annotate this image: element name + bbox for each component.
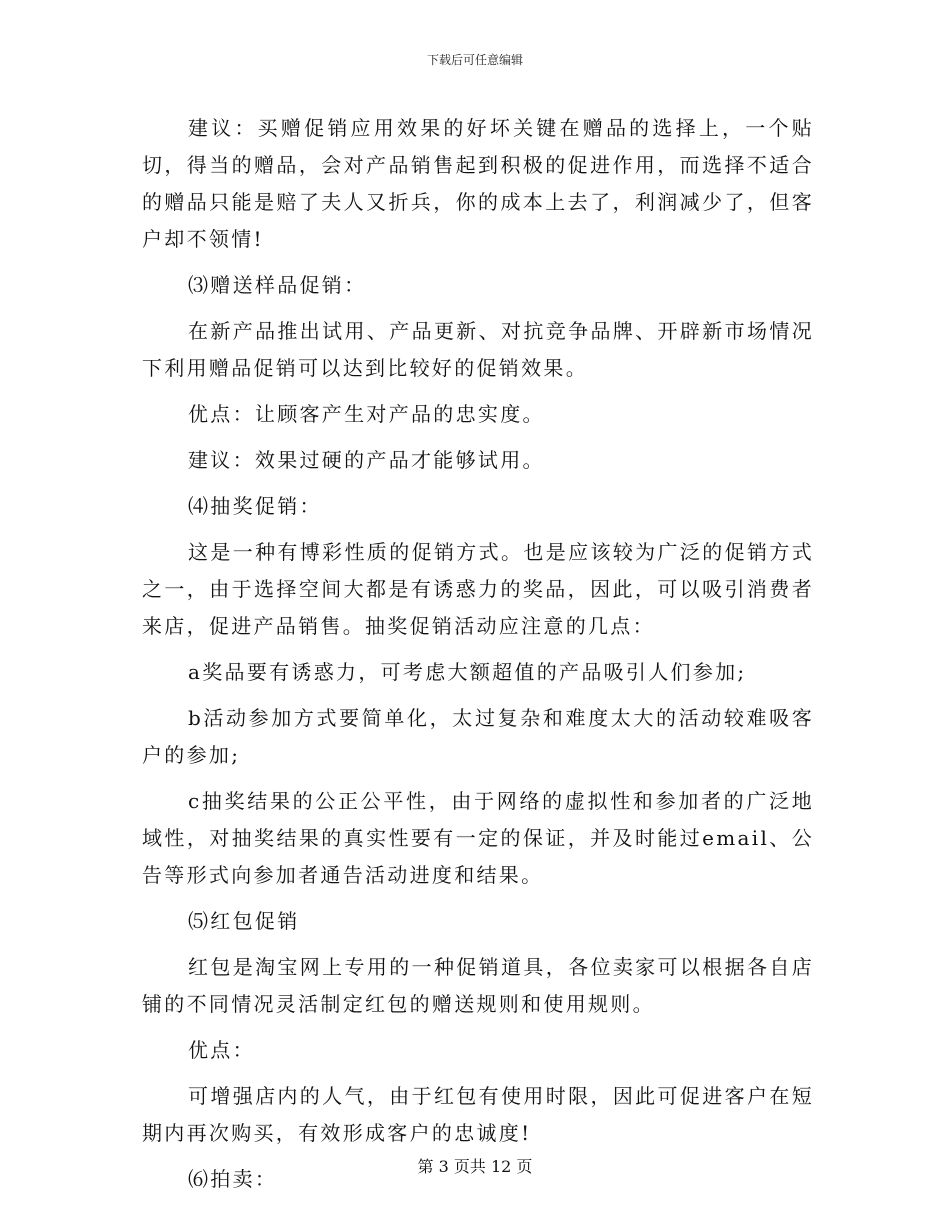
paragraph-sample-promotion: 在新产品推出试用、产品更新、对抗竞争品牌、开辟新市场情况下利用赠品促销可以达到比较好的促销效果。 [142, 319, 814, 380]
paragraph-sample-suggestion: 建议：效果过硬的产品才能够试用。 [188, 448, 545, 472]
heading-red-packet-promotion: ⑸红包促销 [188, 909, 300, 933]
paragraph-lottery-point-c: c抽奖结果的公正公平性，由于网络的虚拟性和参加者的广泛地域性，对抽奖结果的真实性要有一定的保证，并及时能过email、公告等形式向参加者通告活动进度和结果。 [142, 789, 814, 887]
heading-sample-promotion: ⑶赠送样品促销： [188, 273, 367, 297]
paragraph-lottery-intro: 这是一种有博彩性质的促销方式。也是应该较为广泛的促销方式之一，由于选择空间大都是有诱惑力的奖品，因此，可以吸引消费者来店，促进产品销售。抽奖促销活动应注意的几点： [142, 540, 814, 638]
paragraph-lottery-point-a: a奖品要有诱惑力，可考虑大额超值的产品吸引人们参加; [188, 660, 747, 684]
paragraph-red-packet-advantage: 可增强店内的人气，由于红包有使用时限，因此可促进客户在短期内再次购买，有效形成客户的忠诚度! [142, 1084, 814, 1145]
heading-lottery-promotion: ⑷抽奖促销： [188, 494, 322, 518]
paragraph-suggestion-gift: 建议：买赠促销应用效果的好坏关键在赠品的选择上，一个贴切，得当的赠品，会对产品销售起到积极的促进作用，而选择不适合的赠品只能是赔了夫人又折兵，你的成本上去了，利润减少了，但客户却不领情! [142, 116, 814, 251]
paragraph-sample-advantage: 优点：让顾客产生对产品的忠实度。 [188, 402, 545, 426]
page-footer: 第 3 页共 12 页 [417, 1157, 533, 1176]
page-header: 下载后可任意编辑 [426, 53, 523, 67]
paragraph-lottery-point-b: b活动参加方式要简单化，太过复杂和难度太大的活动较难吸客户的参加; [142, 706, 814, 767]
heading-auction: ⑹拍卖： [188, 1167, 278, 1191]
document-body [142, 110, 814, 1207]
paragraph-red-packet-advantage-label: 优点： [188, 1038, 255, 1062]
paragraph-red-packet-intro: 红包是淘宝网上专用的一种促销道具，各位卖家可以根据各自店铺的不同情况灵活制定红包的赠送规则和使用规则。 [142, 955, 814, 1016]
